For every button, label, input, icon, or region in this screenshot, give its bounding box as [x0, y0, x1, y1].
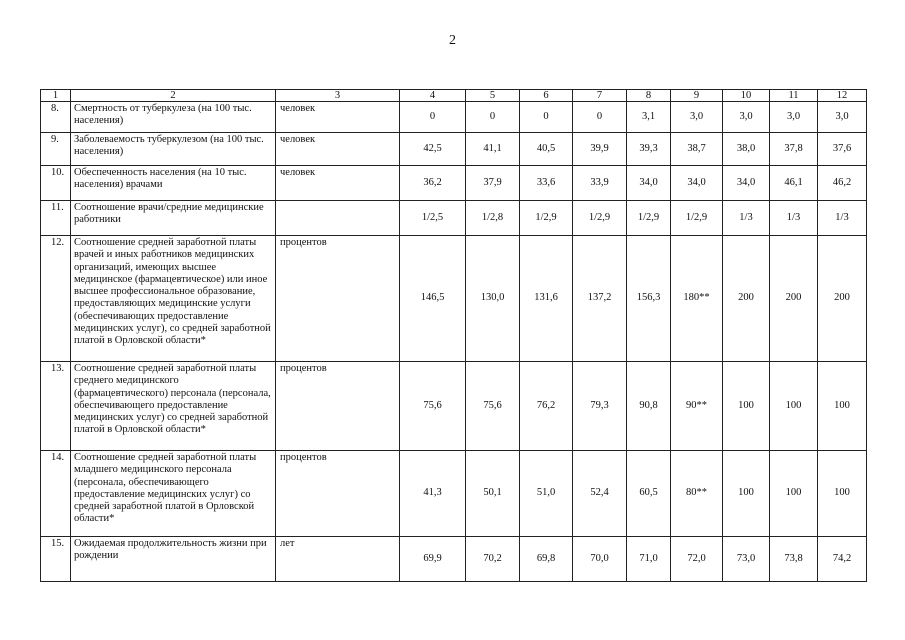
indicator-name-cell: Соотношение врачи/средние медицинские работники	[71, 201, 276, 236]
value-cell: 131,6	[520, 236, 573, 362]
value-cell: 42,5	[400, 133, 466, 166]
column-header: 5	[466, 90, 520, 102]
value-cell: 50,1	[466, 451, 520, 537]
value-cell: 39,9	[573, 133, 627, 166]
table-row	[41, 133, 867, 166]
table-row	[41, 102, 867, 133]
value-cell: 40,5	[520, 133, 573, 166]
value-cell: 34,0	[671, 166, 723, 201]
row-number-cell: 10.	[41, 166, 71, 201]
column-header: 12	[818, 90, 867, 102]
value-cell: 1/3	[770, 201, 818, 236]
value-cell: 37,8	[770, 133, 818, 166]
value-cell: 137,2	[573, 236, 627, 362]
value-cell: 3,0	[818, 102, 867, 133]
value-cell: 0	[520, 102, 573, 133]
row-number-cell: 14.	[41, 451, 71, 537]
value-cell: 37,6	[818, 133, 867, 166]
value-cell: 71,0	[627, 537, 671, 582]
value-cell: 1/2,9	[627, 201, 671, 236]
value-cell: 73,0	[723, 537, 770, 582]
value-cell: 51,0	[520, 451, 573, 537]
value-cell: 3,0	[770, 102, 818, 133]
row-number-cell: 8.	[41, 102, 71, 133]
value-cell: 38,0	[723, 133, 770, 166]
value-cell: 200	[818, 236, 867, 362]
value-cell: 100	[818, 362, 867, 451]
row-number-cell: 11.	[41, 201, 71, 236]
unit-cell: процентов	[276, 362, 400, 451]
table-row	[41, 201, 867, 236]
value-cell: 41,1	[466, 133, 520, 166]
value-cell: 130,0	[466, 236, 520, 362]
value-cell: 74,2	[818, 537, 867, 582]
table-row	[41, 451, 867, 537]
value-cell: 1/2,8	[466, 201, 520, 236]
value-cell: 100	[770, 362, 818, 451]
value-cell: 1/2,9	[520, 201, 573, 236]
value-cell: 100	[723, 362, 770, 451]
value-cell: 38,7	[671, 133, 723, 166]
unit-cell: человек	[276, 102, 400, 133]
table-row	[41, 537, 867, 582]
value-cell: 1/2,9	[671, 201, 723, 236]
value-cell: 72,0	[671, 537, 723, 582]
value-cell: 1/3	[723, 201, 770, 236]
column-header: 4	[400, 90, 466, 102]
value-cell: 0	[400, 102, 466, 133]
column-header: 9	[671, 90, 723, 102]
value-cell: 200	[723, 236, 770, 362]
table-row	[41, 236, 867, 362]
value-cell: 75,6	[400, 362, 466, 451]
column-header: 8	[627, 90, 671, 102]
value-cell: 100	[723, 451, 770, 537]
row-number-cell: 15.	[41, 537, 71, 582]
row-number-cell: 12.	[41, 236, 71, 362]
value-cell: 3,0	[723, 102, 770, 133]
value-cell: 46,2	[818, 166, 867, 201]
value-cell: 36,2	[400, 166, 466, 201]
indicator-name-cell: Ожидаемая продолжительность жизни при рождении	[71, 537, 276, 582]
value-cell: 180**	[671, 236, 723, 362]
value-cell: 33,9	[573, 166, 627, 201]
indicator-name-cell: Обеспеченность населения (на 10 тыс. населения) врачами	[71, 166, 276, 201]
value-cell: 70,0	[573, 537, 627, 582]
unit-cell: лет	[276, 537, 400, 582]
value-cell: 52,4	[573, 451, 627, 537]
value-cell: 90,8	[627, 362, 671, 451]
column-header: 7	[573, 90, 627, 102]
value-cell: 100	[818, 451, 867, 537]
indicator-name-cell: Заболеваемость туберкулезом (на 100 тыс. населения)	[71, 133, 276, 166]
value-cell: 90**	[671, 362, 723, 451]
header-row	[41, 90, 867, 102]
table-row	[41, 166, 867, 201]
row-number-cell: 13.	[41, 362, 71, 451]
value-cell: 60,5	[627, 451, 671, 537]
value-cell: 146,5	[400, 236, 466, 362]
value-cell: 69,9	[400, 537, 466, 582]
value-cell: 1/2,5	[400, 201, 466, 236]
column-header: 10	[723, 90, 770, 102]
value-cell: 3,0	[671, 102, 723, 133]
value-cell: 37,9	[466, 166, 520, 201]
value-cell: 1/3	[818, 201, 867, 236]
indicators-table	[40, 89, 867, 582]
value-cell: 79,3	[573, 362, 627, 451]
table-row	[41, 362, 867, 451]
value-cell: 41,3	[400, 451, 466, 537]
value-cell: 200	[770, 236, 818, 362]
unit-cell: процентов	[276, 451, 400, 537]
value-cell: 46,1	[770, 166, 818, 201]
unit-cell: человек	[276, 166, 400, 201]
indicator-name-cell: Соотношение средней заработной платы младшего медицинского персонала (персонала, обеспечивающего предоставление медицинских услуг) со средней заработной платой в Орловской области*	[71, 451, 276, 537]
value-cell: 70,2	[466, 537, 520, 582]
unit-cell	[276, 201, 400, 236]
value-cell: 34,0	[627, 166, 671, 201]
value-cell: 3,1	[627, 102, 671, 133]
value-cell: 76,2	[520, 362, 573, 451]
column-header: 2	[71, 90, 276, 102]
value-cell: 75,6	[466, 362, 520, 451]
value-cell: 1/2,9	[573, 201, 627, 236]
value-cell: 0	[573, 102, 627, 133]
column-header: 3	[276, 90, 400, 102]
column-header: 6	[520, 90, 573, 102]
indicator-name-cell: Соотношение средней заработной платы среднего медицинского (фармацевтического) персонала (персонала, обеспечивающего предоставление медицинских услуг) со средней заработной платой в Орловской области*	[71, 362, 276, 451]
column-header: 11	[770, 90, 818, 102]
page-number: 2	[449, 33, 456, 48]
value-cell: 73,8	[770, 537, 818, 582]
indicator-name-cell: Соотношение средней заработной платы врачей и иных работников медицинских организаций, имеющих высшее медицинское (фармацевтическое) или иное высшее профессиональное образование, предоставляющих медицинские услуги (обеспечивающих предоставление медицинских услуг), со средней заработной платой в Орловской области*	[71, 236, 276, 362]
value-cell: 100	[770, 451, 818, 537]
unit-cell: человек	[276, 133, 400, 166]
indicator-name-cell: Смертность от туберкулеза (на 100 тыс. населения)	[71, 102, 276, 133]
unit-cell: процентов	[276, 236, 400, 362]
value-cell: 80**	[671, 451, 723, 537]
value-cell: 156,3	[627, 236, 671, 362]
row-number-cell: 9.	[41, 133, 71, 166]
column-header: 1	[41, 90, 71, 102]
value-cell: 34,0	[723, 166, 770, 201]
value-cell: 33,6	[520, 166, 573, 201]
value-cell: 69,8	[520, 537, 573, 582]
value-cell: 0	[466, 102, 520, 133]
value-cell: 39,3	[627, 133, 671, 166]
